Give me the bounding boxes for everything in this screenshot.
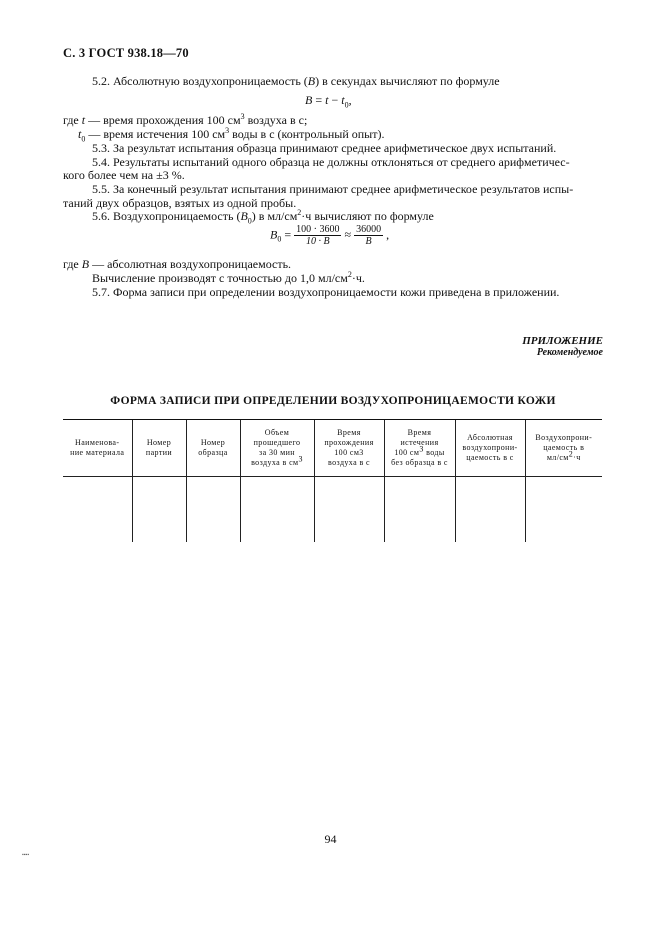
- page-header: С. 3 ГОСТ 938.18—70: [63, 46, 189, 60]
- paragraph-5-6: 5.6. Воздухопроницаемость $(B_0)$ в $мл/см^2\cdot ч$ вычисляют по формуле: [92, 208, 434, 226]
- record-form-table: [63, 419, 602, 542]
- table-cell[interactable]: [525, 477, 602, 543]
- page-number: 94: [324, 832, 337, 846]
- fraction-2: $\frac{36000}{B}$: [356, 224, 382, 247]
- column-header-permeability: Воздухопрони- цаемость в $мл/см^2\cdot ч$: [525, 420, 602, 477]
- fraction-1: $\frac{100 \cdot 3600}{10 \cdot B}$: [296, 224, 340, 247]
- table-cell[interactable]: [132, 477, 186, 543]
- column-header-air-volume: Объем прошедшего за 30 мин воздуха в $см^3$: [240, 420, 314, 477]
- where-t: где t — время прохождения 100 $см^3$ воздуха в с;: [63, 112, 308, 127]
- table-cell[interactable]: [384, 477, 455, 543]
- formula-absolute-permeability: $B = t - t_0$,: [305, 93, 352, 110]
- paragraph-5-5-line1: 5.5. За конечный результат испытания принимают среднее арифметическое результатов испы-: [92, 182, 574, 196]
- where-b: где B — абсолютная воздухопроницаемость.: [63, 257, 292, 271]
- paragraph-5-3: 5.3. За результат испытания образца принимают среднее арифметическое двух испытаний.: [92, 141, 557, 155]
- paragraph-5-4-line2: кого более чем на ±3 %.: [63, 168, 185, 182]
- column-header-material: Наименова- ние материала: [63, 420, 132, 477]
- column-header-water-time: Время истечения 100 $см^3$ воды без образца в с: [384, 420, 455, 477]
- scan-mark: ▪▪▪▪: [22, 853, 30, 858]
- column-header-air-time: Время прохождения 100 см3 воздуха в с: [314, 420, 384, 477]
- appendix-title: ПРИЛОЖЕНИЕ: [522, 335, 603, 347]
- table-cell[interactable]: [240, 477, 314, 543]
- table-cell[interactable]: [63, 477, 132, 543]
- table-cell[interactable]: [186, 477, 240, 543]
- appendix-subtitle: Рекомендуемое: [536, 347, 603, 358]
- calculation-precision: Вычисление производят с точностью до 1,0 $мл/см^2\cdot ч$.: [92, 270, 365, 285]
- where-t0: $t_0$ — время истечения 100 $см^3$ воды в с (контрольный опыт).: [78, 126, 385, 144]
- formula-permeability: $B_0$ = $\frac{100 \cdot 3600}{10 \cdot B}$ ≈ $\frac{36000}{B}$ ,: [270, 224, 390, 247]
- paragraph-5-4-line1: 5.4. Результаты испытаний одного образца не должны отклоняться от среднего арифметичес-: [92, 155, 570, 169]
- column-header-batch: Номер партии: [132, 420, 186, 477]
- column-header-absolute-permeability: Абсолютная воздухопрони- цаемость в с: [455, 420, 525, 477]
- paragraph-5-5-line2: таний двух образцов, взятых из одной пробы.: [63, 196, 297, 210]
- column-header-sample: Номер образца: [186, 420, 240, 477]
- paragraph-5-7: 5.7. Форма записи при определении воздухопроницаемости кожи приведена в приложении.: [92, 285, 560, 299]
- paragraph-5-2: 5.2. Абсолютную воздухопроницаемость (B) в секундах вычисляют по формуле: [92, 74, 500, 88]
- table-cell[interactable]: [314, 477, 384, 543]
- table-cell[interactable]: [455, 477, 525, 543]
- table-row: [63, 477, 602, 543]
- form-title: ФОРМА ЗАПИСИ ПРИ ОПРЕДЕЛЕНИИ ВОЗДУХОПРОНИЦАЕМОСТИ КОЖИ: [110, 395, 556, 407]
- table-header-row: [63, 420, 602, 477]
